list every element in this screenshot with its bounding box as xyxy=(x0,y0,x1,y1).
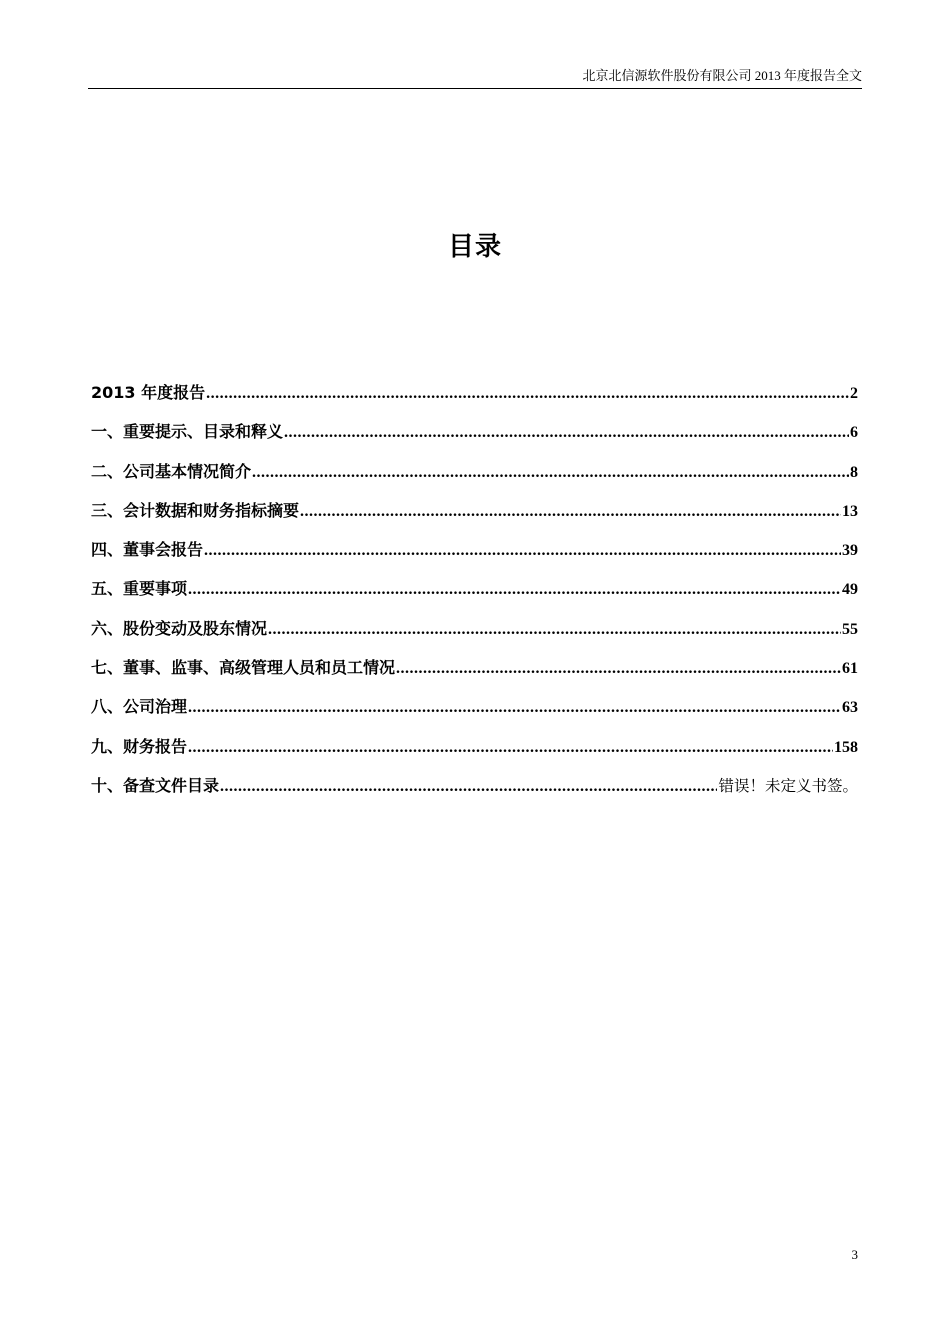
toc-dot-leader xyxy=(268,621,841,639)
toc-dot-leader xyxy=(188,739,833,757)
toc-entry-page: 13 xyxy=(842,502,858,520)
toc-entry-label: 八、公司治理 xyxy=(91,697,188,717)
toc-dot-leader xyxy=(204,542,841,560)
toc-entry-section-2[interactable] xyxy=(91,459,858,498)
header-text: 北京北信源软件股份有限公司 2013 年度报告全文 xyxy=(582,68,862,83)
toc-entry-label: 十、备查文件目录 xyxy=(91,775,220,795)
toc-entry-label: 一、重要提示、目录和释义 xyxy=(91,422,284,442)
page-number: 3 xyxy=(851,1247,858,1262)
toc-entry-label: 五、重要事项 xyxy=(91,579,188,599)
toc-entry-page: 49 xyxy=(842,581,858,599)
table-of-contents xyxy=(91,380,858,812)
toc-dot-leader xyxy=(220,778,717,796)
toc-entry-page: 61 xyxy=(842,660,858,678)
toc-entry-page: 8 xyxy=(850,463,858,481)
toc-title: 目录 xyxy=(447,232,502,262)
toc-entry-label: 四、董事会报告 xyxy=(91,540,204,560)
toc-entry-section-3[interactable] xyxy=(91,498,858,537)
toc-entry-page: 6 xyxy=(850,424,858,442)
toc-entry-label: 七、董事、监事、高级管理人员和员工情况 xyxy=(91,658,396,678)
toc-entry-label: 六、股份变动及股东情况 xyxy=(91,618,268,638)
toc-dot-leader xyxy=(206,385,849,403)
toc-entry-page: 158 xyxy=(834,738,858,756)
toc-dot-leader xyxy=(396,660,841,678)
toc-entry-section-10[interactable] xyxy=(91,773,858,812)
toc-entry-section-6[interactable] xyxy=(91,616,858,655)
toc-dot-leader xyxy=(252,464,849,482)
toc-dot-leader xyxy=(188,699,841,717)
toc-entry-label: 三、会计数据和财务指标摘要 xyxy=(91,500,300,520)
toc-entry-section-8[interactable] xyxy=(91,694,858,733)
toc-entry-label: 九、财务报告 xyxy=(91,736,188,756)
toc-entry-label: 2013 年度报告 xyxy=(91,383,206,402)
toc-entry-page-error: 错误！未定义书签。 xyxy=(718,776,858,795)
toc-entry-page: 39 xyxy=(842,542,858,560)
toc-entry-annual-report[interactable] xyxy=(91,380,858,419)
toc-dot-leader xyxy=(188,581,841,599)
toc-entry-section-1[interactable] xyxy=(91,419,858,458)
toc-entry-section-7[interactable] xyxy=(91,655,858,694)
page-header xyxy=(88,64,862,89)
toc-entry-section-9[interactable] xyxy=(91,734,858,773)
toc-dot-leader xyxy=(300,503,841,521)
toc-entry-section-5[interactable] xyxy=(91,576,858,615)
toc-entry-page: 63 xyxy=(842,699,858,717)
toc-entry-page: 55 xyxy=(842,620,858,638)
toc-entry-label: 二、公司基本情况简介 xyxy=(91,461,252,481)
toc-dot-leader xyxy=(284,424,849,442)
toc-entry-page: 2 xyxy=(850,385,858,402)
toc-entry-section-4[interactable] xyxy=(91,537,858,576)
